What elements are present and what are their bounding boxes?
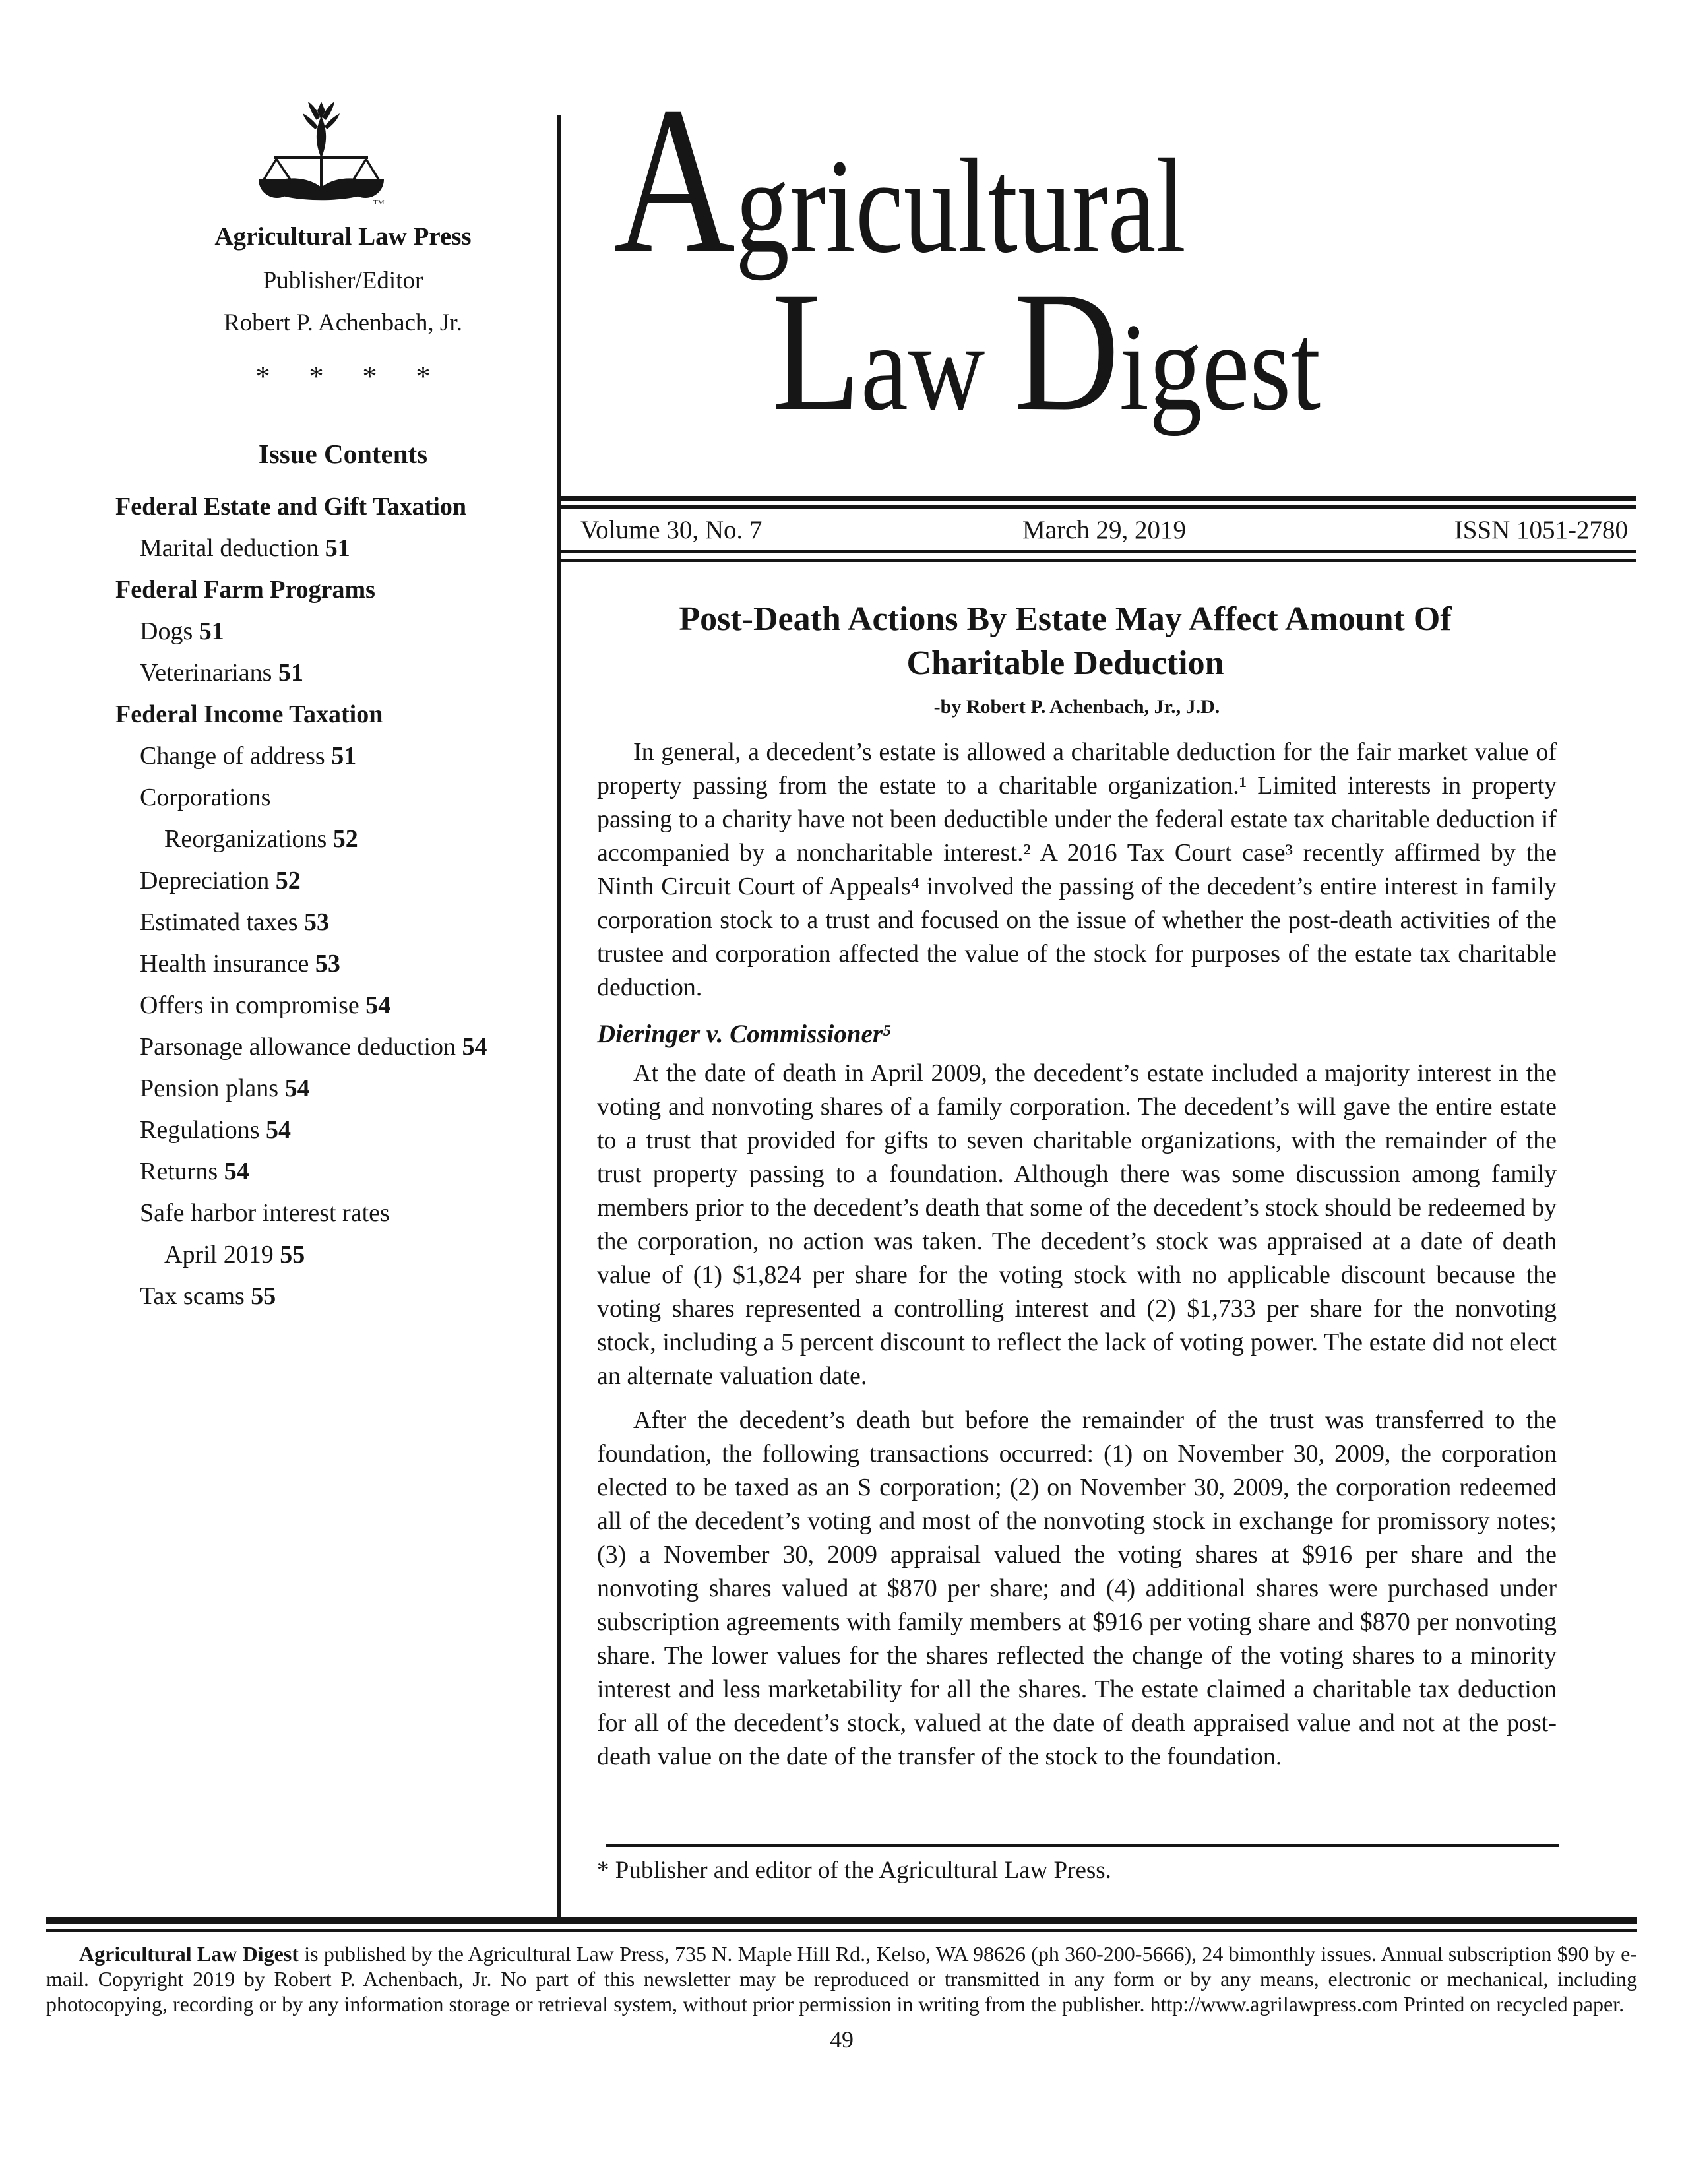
issue-date: March 29, 2019 <box>1022 516 1187 544</box>
toc-item-label: Returns <box>140 1158 218 1185</box>
toc-item-label: Veterinarians <box>140 659 272 687</box>
toc-item-page: 51 <box>319 534 350 562</box>
case-paragraph-1: At the date of death in April 2009, the decedent’s estate included a majority interest in the voting and nonvoting shares of a family corporation. The decedent’s will gave the entire estate to a trust that provided for gifts to seven charitable organizations, with the remainder of the trust property passing to a foundation. Although there was some discussion among family members prior to the decedent’s death that some of the decedent’s stock should be redeemed by the corporation, no action was taken. The decedent’s stock was appraised at a date of death value of (1) $1,824 per share for the voting stock with no applicable discount because the voting shares represented a controlling interest and (2) $1,733 per share for the nonvoting stock, including a 5 percent discount to reflect the lack of voting power. The estate did not elect an alternate valuation date. <box>597 1059 1557 1390</box>
toc-item-label: April 2019 <box>164 1241 274 1268</box>
footer-paragraph <box>46 1941 1637 2016</box>
masthead-title-line1: Agricultural <box>613 64 1186 297</box>
toc-item-page: 54 <box>456 1033 487 1061</box>
toc-item-label: Federal Farm Programs <box>115 576 375 604</box>
volume-bar <box>559 496 1636 562</box>
publisher-name: Robert P. Achenbach, Jr. <box>224 309 462 336</box>
article-byline: -by Robert P. Achenbach, Jr., J.D. <box>933 696 1220 718</box>
page-number: 49 <box>830 2026 854 2053</box>
volume-bar-rule <box>559 559 1636 562</box>
press-logo-icon <box>256 100 387 207</box>
toc-item-label: Tax scams <box>140 1282 245 1310</box>
toc-item-page: 55 <box>273 1241 305 1268</box>
toc-item-label: Health insurance <box>140 950 309 978</box>
toc-item-label: Pension plans <box>140 1075 279 1102</box>
footnote: * Publisher and editor of the Agricultural Law Press. <box>597 1857 1111 1884</box>
toc-item-page: 52 <box>269 867 301 894</box>
stars-separator: * * * * <box>255 360 431 392</box>
toc-item <box>140 652 554 694</box>
footer-rule-thick <box>46 1917 1637 1924</box>
footer-text: is published by the Agricultural Law Press, 735 N. Maple Hill Rd., Kelso, WA 98626 (ph 360-200-5666), 24 bimonthly issues. Annual subscription $90 by e-mail. Copyright 2019 by Robert P. Achenbach, Jr. No part of this newsletter may be reproduced or transmitted in any form or by any means, electronic or mechanical, including photocopying, recording or by any information storage or retrieval system, without prior permission in writing from the publisher. http://www.agrilawpress.com Printed on recycled paper. <box>46 1942 1638 2016</box>
article-intro-paragraph: In general, a decedent’s estate is allowed a charitable deduction for the fair market value of property passing from the estate to a charitable organization.¹ Limited interests in property passing to a charity have not been deductible under the federal estate tax charitable deduction if accompanied by a noncharitable interest.² A 2016 Tax Court case³ recently affirmed by the Ninth Circuit Court of Appeals⁴ involved the passing of the decedent’s entire interest in family corporation stock to a trust and focused on the issue of whether the post-death activities of the trustee and corporation affected the value of the stock for purposes of the estate tax charitable deduction. <box>597 738 1557 1001</box>
toc-item <box>140 1109 554 1151</box>
article-title: Post-Death Actions By Estate May Affect Amount Of Charitable Deduction <box>679 600 1452 682</box>
toc-item <box>140 777 554 819</box>
toc-item-label: Marital deduction <box>140 534 319 562</box>
article <box>597 597 1557 1774</box>
toc-item <box>140 528 554 569</box>
toc-item-page: 52 <box>327 825 358 853</box>
toc-item <box>164 819 554 860</box>
volume-bar-rule <box>559 550 1636 553</box>
toc-item <box>115 486 554 528</box>
press-name: Agricultural Law Press <box>214 222 472 251</box>
toc-item-label: Depreciation <box>140 867 270 894</box>
publisher-role-label: Publisher/Editor <box>263 267 423 294</box>
case-paragraph-2: After the decedent’s death but before the remainder of the trust was transferred to the foundation, the following transactions occurred: (1) on November 30, 2009, the corporation elected to be taxed as an S corporation; (2) on November 30, 2009, the corporation redeemed all of the decedent’s voting and most of the nonvoting stock in exchange for promissory notes; (3) a November 30, 2009 appraisal valued the voting shares at $916 per share and the nonvoting shares valued at $870 per share; and (4) additional shares were purchased under subscription agreements with family members at $916 per voting share and $870 per nonvoting share. The lower values for the shares reflected the change of the voting shares to a minority interest and less marketability for all the shares. The estate claimed a charitable tax deduction for all of the decedent’s stock, valued at the date of death appraised value and not at the post-death value on the date of the transfer of the stock to the foundation. <box>597 1406 1557 1770</box>
masthead-initial-l: L <box>772 257 861 447</box>
toc-item-label: Federal Income Taxation <box>115 701 383 728</box>
toc-item-label: Dogs <box>140 617 193 645</box>
volume-number: Volume 30, No. 7 <box>580 516 763 544</box>
toc-item-label: Federal Estate and Gift Taxation <box>115 493 467 520</box>
footer-lead: Agricultural Law Digest <box>79 1942 299 1966</box>
toc-item-page: 51 <box>325 742 357 770</box>
toc-item-label: Reorganizations <box>164 825 327 853</box>
toc-item <box>164 1234 554 1276</box>
masthead-initial-d: D <box>1014 257 1120 447</box>
toc-item-page: 53 <box>297 908 330 936</box>
toc-item-label: Change of address <box>140 742 325 770</box>
toc-item <box>140 985 554 1026</box>
toc-item-page: 54 <box>259 1116 292 1144</box>
footnote-rule <box>606 1844 1559 1847</box>
volume-bar-rule <box>559 496 1636 501</box>
toc-item <box>115 569 554 611</box>
masthead-initial-a: A <box>613 64 735 297</box>
toc-item-page: 53 <box>309 950 340 978</box>
toc-item-label: Estimated taxes <box>140 908 298 936</box>
toc-item-label: Regulations <box>140 1116 260 1144</box>
toc-item <box>140 611 554 652</box>
toc-item-label: Corporations <box>140 784 271 811</box>
toc-item <box>115 694 554 735</box>
case-heading: Dieringer v. Commissioner⁵ <box>597 1020 892 1048</box>
toc-item <box>140 1193 554 1234</box>
masthead-title-line2: Law Digest <box>772 257 1321 447</box>
toc-item-page: 54 <box>218 1158 249 1185</box>
footnote-block <box>597 1844 1557 1885</box>
toc-item-label: Offers in compromise <box>140 991 359 1019</box>
issue-contents-list <box>115 486 554 1317</box>
toc-item <box>140 1026 554 1068</box>
toc-item <box>140 902 554 943</box>
toc-item <box>140 943 554 985</box>
toc-item <box>140 1068 554 1109</box>
toc-item <box>140 735 554 777</box>
toc-item-label: Parsonage allowance deduction <box>140 1033 456 1061</box>
issue-contents-heading: Issue Contents <box>258 439 428 469</box>
page-footer <box>46 1917 1637 2053</box>
toc-item-label: Safe harbor interest rates <box>140 1199 390 1227</box>
toc-item-page: 54 <box>278 1075 310 1102</box>
issn: ISSN 1051-2780 <box>1454 516 1628 544</box>
toc-item-page: 51 <box>193 617 224 645</box>
trademark-label: TM <box>373 199 385 206</box>
footer-rule-thin <box>46 1929 1637 1932</box>
toc-item <box>140 1151 554 1193</box>
toc-item <box>140 860 554 902</box>
toc-item <box>140 1276 554 1317</box>
toc-item-page: 55 <box>244 1282 276 1310</box>
toc-item-page: 51 <box>272 659 303 687</box>
toc-item-page: 54 <box>359 991 391 1019</box>
